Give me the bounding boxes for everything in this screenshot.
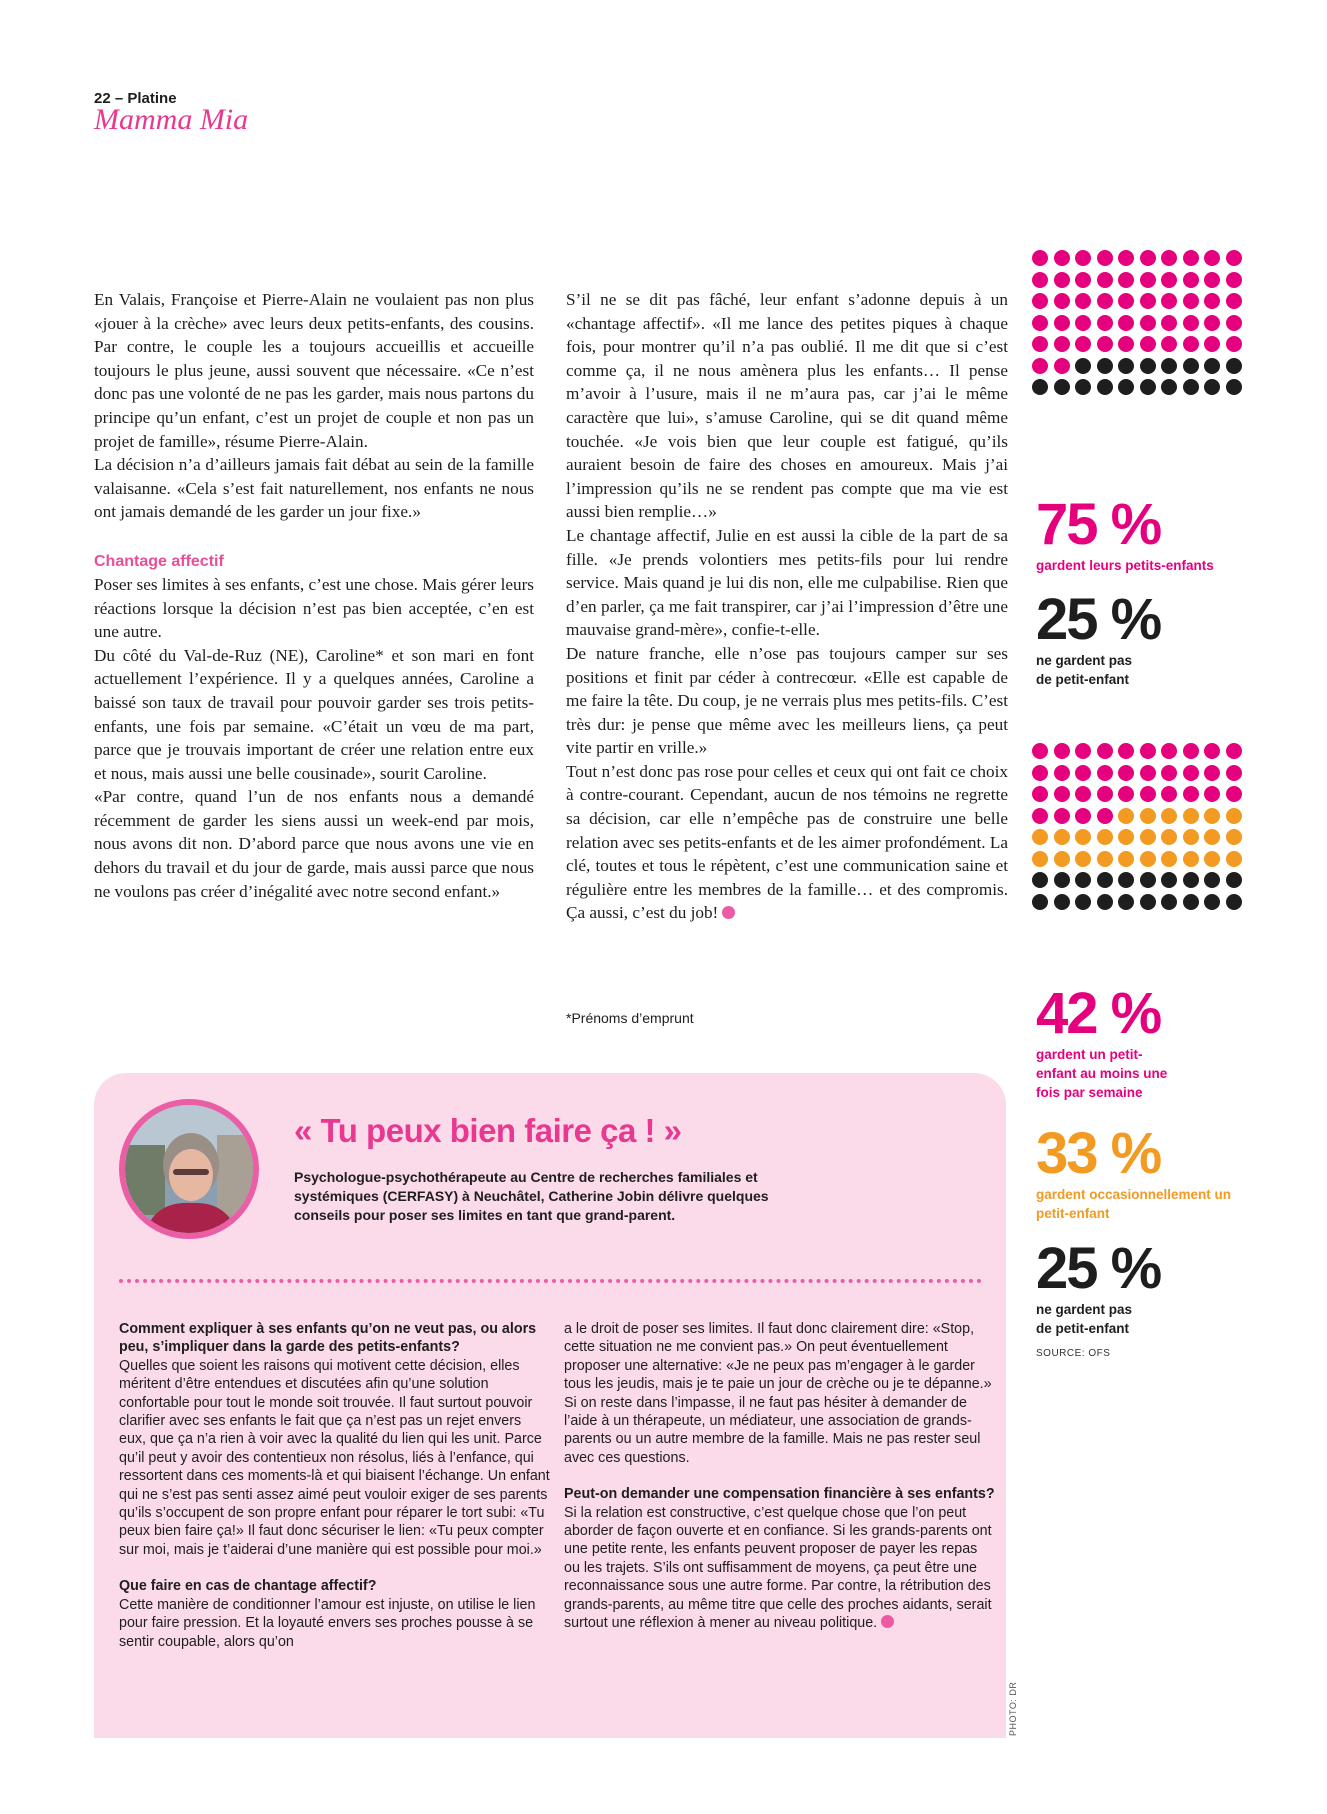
pink-dot: [1118, 272, 1134, 288]
pink-dot: [1161, 743, 1177, 759]
pink-dot: [1118, 743, 1134, 759]
pink-dot: [1204, 250, 1220, 266]
qa-column-1: [119, 1320, 551, 1651]
black-dot: [1204, 872, 1220, 888]
black-dot: [1226, 872, 1242, 888]
pink-dot: [1118, 336, 1134, 352]
orange-dot: [1032, 851, 1048, 867]
question: Peut-on demander une compensation financière à ses enfants?: [564, 1486, 995, 1503]
pink-dot: [1226, 336, 1242, 352]
black-dot: [1075, 872, 1091, 888]
paragraph: La décision n’a d’ailleurs jamais fait débat au sein de la famille valaisanne. «Cela s’est fait naturellement, nos enfants ne nous ont jamais demandé de les garder un jour fixe.»: [94, 455, 534, 522]
black-dot: [1054, 872, 1070, 888]
pink-dot: [1054, 808, 1070, 824]
pink-dot: [1075, 765, 1091, 781]
pink-dot: [1183, 765, 1199, 781]
stat-block: [1036, 492, 1246, 575]
page-number: 22 – Platine: [94, 90, 177, 107]
black-dot: [1161, 358, 1177, 374]
pink-dot: [1118, 250, 1134, 266]
orange-dot: [1183, 829, 1199, 845]
pink-dot: [1140, 336, 1156, 352]
stat-value: 42 %: [1036, 981, 1161, 1046]
paragraph-last: [566, 760, 1008, 925]
black-dot: [1032, 894, 1048, 910]
pink-dot: [1140, 250, 1156, 266]
subheading: Chantage affectif: [94, 552, 224, 570]
pink-dot: [1226, 315, 1242, 331]
pink-dot: [1032, 358, 1048, 374]
qa-column-2: [564, 1320, 996, 1633]
stat-label: ne gardent pas de petit-enfant: [1036, 653, 1133, 687]
pink-dot: [1075, 293, 1091, 309]
pink-dot: [1032, 272, 1048, 288]
stat-block: [1036, 1121, 1246, 1223]
orange-dot: [1097, 829, 1113, 845]
orange-dot: [1226, 829, 1242, 845]
stat-label: gardent un petit-enfant au moins une fois par semaine: [1036, 1047, 1168, 1100]
black-dot: [1140, 379, 1156, 395]
orange-dot: [1204, 851, 1220, 867]
pink-dot: [1118, 765, 1134, 781]
stat-block: [1036, 587, 1161, 689]
pink-dot: [1097, 765, 1113, 781]
black-dot: [1097, 358, 1113, 374]
paragraph: Du côté du Val-de-Ruz (NE), Caroline* et son mari en font actuellement l’expérience. Il y a quelques années, Caroline a baissé son taux de travail pour pouvoir garder ses trois petits-enfants, une fois par semaine. «C’était un vœu de ma part, parce que je trouvais important de créer une relation entre eux et nous, mais aussi une belle cousinade», sourit Caroline.: [94, 645, 534, 783]
black-dot: [1054, 379, 1070, 395]
end-mark-icon: [722, 906, 735, 919]
stat-label: gardent leurs petits-enfants: [1036, 558, 1214, 573]
orange-dot: [1075, 829, 1091, 845]
black-dot: [1097, 894, 1113, 910]
orange-dot: [1161, 808, 1177, 824]
pink-dot: [1032, 765, 1048, 781]
orange-dot: [1032, 829, 1048, 845]
dot-grid-keep: [1032, 250, 1242, 395]
pink-dot: [1226, 743, 1242, 759]
orange-dot: [1140, 808, 1156, 824]
orange-dot: [1140, 851, 1156, 867]
pink-dot: [1054, 336, 1070, 352]
answer-text: Si la relation est constructive, c’est quelque chose que l’on peut aborder de façon ouverte et en confiance. Si les grands-parents ont une petite rente, les enfants peuvent proposer de payer les repas ou les trajets. S’ils ont suffisamment de moyens, ça peut être une reconnaissance sous une autre forme. Par contre, la rétribution des grands-parents, au même titre que celle des proches aidants, serait surtout une réflexion à mener au niveau politique.: [564, 1504, 992, 1632]
black-dot: [1054, 894, 1070, 910]
answer-last: [564, 1504, 996, 1633]
black-dot: [1226, 358, 1242, 374]
stat-label: gardent occasionnellement un petit-enfant: [1036, 1187, 1232, 1221]
pink-dot: [1032, 743, 1048, 759]
pink-dot: [1183, 315, 1199, 331]
stat-value: 25 %: [1036, 587, 1161, 652]
rubric-title: Mamma Mia: [94, 103, 249, 136]
black-dot: [1118, 894, 1134, 910]
divider: [119, 1279, 982, 1283]
pink-dot: [1075, 786, 1091, 802]
pink-dot: [1118, 315, 1134, 331]
pink-dot: [1032, 808, 1048, 824]
black-dot: [1226, 379, 1242, 395]
black-dot: [1140, 358, 1156, 374]
pink-dot: [1097, 786, 1113, 802]
pink-dot: [1204, 272, 1220, 288]
pink-dot: [1075, 336, 1091, 352]
black-dot: [1118, 358, 1134, 374]
black-dot: [1140, 872, 1156, 888]
black-dot: [1161, 872, 1177, 888]
orange-dot: [1118, 829, 1134, 845]
end-mark-icon: [881, 1615, 894, 1628]
pink-dot: [1140, 315, 1156, 331]
orange-dot: [1054, 829, 1070, 845]
black-dot: [1140, 894, 1156, 910]
pink-dot: [1183, 250, 1199, 266]
pink-dot: [1075, 808, 1091, 824]
paragraph: «Par contre, quand l’un de nos enfants nous a demandé récemment de garder les siens aussi un week-end par mois, nous avons dit non. D’abord parce que nous avons une vie en dehors du travail et du jour de garde, mais aussi parce que nous ne voulons pas créer d’inégalité avec notre second enfant.»: [94, 787, 534, 901]
article-column-1: [94, 288, 534, 903]
page-folio: [94, 90, 248, 137]
pink-dot: [1204, 743, 1220, 759]
pink-dot: [1097, 808, 1113, 824]
avatar: [119, 1099, 259, 1239]
pink-dot: [1161, 315, 1177, 331]
pink-dot: [1075, 315, 1091, 331]
stat-value: 33 %: [1036, 1121, 1161, 1186]
pink-dot: [1183, 786, 1199, 802]
pink-dot: [1161, 336, 1177, 352]
box-intro: Psychologue-psychothérapeute au Centre de recherches familiales et systémiques (CERFASY) à Neuchâtel, Catherine Jobin délivre quelques conseils pour poser ses limites en tant que grand-parent.: [294, 1169, 769, 1223]
pink-dot: [1140, 293, 1156, 309]
pink-dot: [1097, 315, 1113, 331]
portrait-image: [125, 1105, 253, 1233]
orange-dot: [1118, 851, 1134, 867]
pink-dot: [1140, 765, 1156, 781]
pink-dot: [1075, 250, 1091, 266]
source-note: SOURCE: OFS: [1036, 1348, 1111, 1359]
black-dot: [1161, 894, 1177, 910]
black-dot: [1097, 872, 1113, 888]
pink-dot: [1226, 293, 1242, 309]
pink-dot: [1054, 786, 1070, 802]
pink-dot: [1032, 315, 1048, 331]
pink-dot: [1161, 765, 1177, 781]
stat-label: ne gardent pas de petit-enfant: [1036, 1302, 1133, 1336]
paragraph: Poser ses limites à ses enfants, c’est une chose. Mais gérer leurs réactions lorsque la décision n’est pas bien acceptée, c’en est une autre.: [94, 574, 534, 642]
pink-dot: [1183, 743, 1199, 759]
black-dot: [1183, 379, 1199, 395]
orange-dot: [1183, 851, 1199, 867]
photo-credit: PHOTO: DR: [1008, 1681, 1018, 1736]
pink-dot: [1226, 272, 1242, 288]
orange-dot: [1183, 808, 1199, 824]
orange-dot: [1204, 829, 1220, 845]
answer: a le droit de poser ses limites. Il faut donc clairement dire: «Stop, cette situation ne me convient pas.» On peut éventuellement proposer une alternative: «Je ne peux pas m’engager à le garder tous les jeudis, mais je te paie un jour de crèche ou je te dépanne.» Si on reste dans l’impasse, il ne faut pas hésiter à demander de l’aide à un thérapeute, un médiateur, une association de grands-parents ou un autre membre de la famille. Mais ne pas rester seul avec ces questions.: [564, 1321, 992, 1466]
black-dot: [1183, 358, 1199, 374]
stat-block: [1036, 1236, 1161, 1338]
orange-dot: [1140, 829, 1156, 845]
orange-dot: [1226, 808, 1242, 824]
pink-dot: [1032, 293, 1048, 309]
box-title: « Tu peux bien faire ça ! »: [294, 1112, 682, 1149]
black-dot: [1075, 379, 1091, 395]
pink-dot: [1054, 743, 1070, 759]
pink-dot: [1183, 272, 1199, 288]
pink-dot: [1075, 272, 1091, 288]
orange-dot: [1161, 851, 1177, 867]
paragraph: S’il ne se dit pas fâché, leur enfant s’adonne depuis à un «chantage affectif». «Il me lance des petites piques à chaque fois, pour montrer qu’il n’a pas oublié. Il me dit que si c’est comme ça, il ne nous amènera plus les enfants… Il pense m’avoir à l’usure, mais il ne m’aura pas, car j’ai le même caractère que lui», s’amuse Caroline, qui se dit quand même touchée. «Je vois bien que leur couple est fatigué, qu’ils auraient besoin de faire des choses en amoureux. Mais j’ai l’impression qu’ils ne se rendent pas compte que ma vie est aussi bien remplie…»: [566, 290, 1008, 522]
stat-value: 75 %: [1036, 492, 1161, 557]
pink-dot: [1054, 250, 1070, 266]
pink-dot: [1161, 786, 1177, 802]
black-dot: [1183, 872, 1199, 888]
pink-dot: [1226, 786, 1242, 802]
pink-dot: [1140, 786, 1156, 802]
stat-block: [1036, 981, 1176, 1102]
pink-dot: [1140, 743, 1156, 759]
paragraph: De nature franche, elle n’ose pas toujours camper sur ses positions et finit par céder à contrecœur. «Elle est capable de me faire la tête. Du coup, je ne verrais plus mes petits-fils. C’est très dur: je pense que même avec les meilleurs liens, ça peut vite partir en vrille.»: [566, 643, 1008, 758]
orange-dot: [1097, 851, 1113, 867]
pink-dot: [1032, 336, 1048, 352]
black-dot: [1161, 379, 1177, 395]
pink-dot: [1032, 786, 1048, 802]
pink-dot: [1097, 272, 1113, 288]
black-dot: [1118, 379, 1134, 395]
black-dot: [1075, 894, 1091, 910]
pink-dot: [1097, 250, 1113, 266]
paragraph-text: Tout n’est donc pas rose pour celles et ceux qui ont fait ce choix à contre-courant. Cependant, aucun de nos témoins ne regrette sa décision, car elle n’empêche pas de construire une belle relation avec ses petits-enfants et de les aimer profondément. La clé, toutes et tous le répètent, c’est une communication saine et régulière entre les membres de la famille… et des compromis. Ça aussi, c’est du job!: [566, 761, 1008, 923]
pink-dot: [1054, 765, 1070, 781]
stat-value: 25 %: [1036, 1236, 1161, 1301]
black-dot: [1226, 894, 1242, 910]
question: Que faire en cas de chantage affectif?: [119, 1578, 377, 1595]
orange-dot: [1161, 829, 1177, 845]
footnote: *Prénoms d’emprunt: [566, 1010, 694, 1026]
pink-dot: [1183, 336, 1199, 352]
pink-dot: [1226, 765, 1242, 781]
pink-dot: [1097, 336, 1113, 352]
pink-dot: [1183, 293, 1199, 309]
answer: Cette manière de conditionner l’amour est injuste, on utilise le lien pour faire pression. Et la loyauté envers ses proches pousse à se sentir coupable, alors qu’on: [119, 1596, 536, 1650]
pink-dot: [1204, 336, 1220, 352]
black-dot: [1183, 894, 1199, 910]
paragraph: En Valais, Françoise et Pierre-Alain ne voulaient pas non plus «jouer à la crèche» avec leurs deux petits-enfants, des cousins. Par contre, le couple les a toujours accueillis et accueille toujours le plus jeune, aussi souvent que nécessaire. «Ce n’est donc pas une volonté de ne pas les garder, mais nous partons du principe qu’un enfant, c’est un projet de couple et non pas un projet de famille», résume Pierre-Alain.: [94, 290, 534, 451]
orange-dot: [1226, 851, 1242, 867]
pink-dot: [1054, 315, 1070, 331]
orange-dot: [1075, 851, 1091, 867]
pink-dot: [1204, 315, 1220, 331]
pink-dot: [1161, 250, 1177, 266]
orange-dot: [1118, 808, 1134, 824]
pink-dot: [1140, 272, 1156, 288]
black-dot: [1204, 379, 1220, 395]
pink-dot: [1161, 293, 1177, 309]
black-dot: [1204, 894, 1220, 910]
pink-dot: [1075, 743, 1091, 759]
pink-dot: [1161, 272, 1177, 288]
orange-dot: [1204, 808, 1220, 824]
pink-dot: [1054, 272, 1070, 288]
pink-dot: [1097, 743, 1113, 759]
pink-dot: [1204, 293, 1220, 309]
pink-dot: [1097, 293, 1113, 309]
question: Comment expliquer à ses enfants qu’on ne veut pas, ou alors peu, s’impliquer dans la garde des petits-enfants?: [119, 1321, 537, 1356]
pink-dot: [1032, 250, 1048, 266]
pink-dot: [1054, 293, 1070, 309]
black-dot: [1075, 358, 1091, 374]
dot-grid-frequency: [1032, 743, 1242, 910]
black-dot: [1097, 379, 1113, 395]
paragraph: Le chantage affectif, Julie en est aussi la cible de la part de sa fille. «Je prends volontiers mes petits-fils pour lui rendre service. Mais quand je lui dis non, elle me culpabilise. Rien que d’en parler, ça me fait transpirer, car j’ai l’impression d’être une mauvaise grand-mère», confie-t-elle.: [566, 525, 1008, 640]
pink-dot: [1118, 293, 1134, 309]
pink-dot: [1226, 250, 1242, 266]
black-dot: [1118, 872, 1134, 888]
black-dot: [1032, 872, 1048, 888]
pink-dot: [1118, 786, 1134, 802]
answer: Quelles que soient les raisons qui motivent cette décision, elles méritent d’être entendues et discutées afin qu’une solution confortable pour tout le monde soit trouvée. Il faut surtout pouvoir clarifier avec ses enfants le fait que ça n’est pas un rejet envers eux, que ça n’a rien à voir avec la qualité du lien qui les unit. Parce qu’il peut y avoir des contentieux non résolus, liés à l’enfance, qui ressortent dans ces moments-là et qui biaisent l’échange. Un enfant qui ne s’est pas senti assez aimé peut vouloir exiger de ses parents qu’ils s’occupent de son propre enfant pour réparer le tort subi: «Tu peux bien faire ça!» Il faut donc sécuriser le lien: «Tu peux compter sur moi, mais je t’aiderai d’une manière qui est possible pour moi.»: [119, 1357, 550, 1558]
article-column-2: [566, 288, 1008, 925]
pink-dot: [1054, 358, 1070, 374]
black-dot: [1204, 358, 1220, 374]
orange-dot: [1054, 851, 1070, 867]
pink-dot: [1204, 786, 1220, 802]
black-dot: [1032, 379, 1048, 395]
pink-dot: [1204, 765, 1220, 781]
